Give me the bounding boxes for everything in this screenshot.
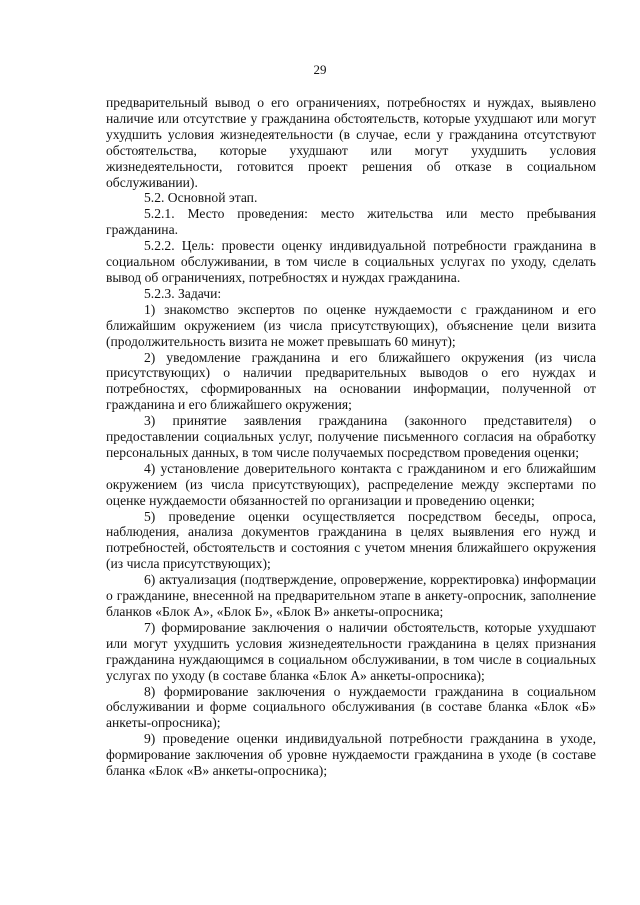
task-item-4: 4) установление доверительного контакта с гражданином и его ближайшим окружением (из числа присутствующих), распределение между экспертами по оценке нуждаемости обязанностей по организации и проведению оценки; xyxy=(106,460,596,508)
task-item-7: 7) формирование заключения о наличии обстоятельств, которые ухудшают или могут ухудшить условия жизнедеятельности гражданина в целях признания гражданина нуждающимся в социальном обслуживании, в том числе в социальных услугах по уходу (в составе бланка «Блок А» анкеты-опросника); xyxy=(106,619,596,683)
paragraph-tasks-heading: 5.2.3. Задачи: xyxy=(144,285,222,301)
page-number: 29 xyxy=(313,62,327,77)
task-item-1: 1) знакомство экспертов по оценке нуждаемости с гражданином и его ближайшим окружением (из числа присутствующих), объяснение цели визита (продолжительность визита не может превышать 60 минут); xyxy=(106,301,596,349)
task-item-6: 6) актуализация (подтверждение, опровержение, корректировка) информации о гражданине, внесенной на предварительном этапе в анкету-опросник, заполнение бланков «Блок А», «Блок Б», «Блок В» анкеты-опросника; xyxy=(106,572,596,619)
task-item-2: 2) уведомление гражданина и его ближайшего окружения (из числа присутствующих) о наличии предварительных выводов о его нуждах и потребностях, сформированных на основании информации, полученной от гражданина и его ближайшего окружения; xyxy=(106,349,596,413)
section-heading-main-stage: 5.2. Основной этап. xyxy=(144,190,258,206)
paragraph-goal: 5.2.2. Цель: провести оценку индивидуальной потребности гражданина в социальном обслуживании, в том числе в социальных услугах по уходу, сделать вывод об ограничениях, потребностях и нуждах гражданина. xyxy=(106,238,596,285)
paragraph-continuation: предварительный вывод о его ограничениях, потребностях и нуждах, выявлено наличие или отсутствие у гражданина обстоятельств, которые ухудшают или могут ухудшить условия жизнедеятельности (в случае, если у гражданина отсутствуют обстоятельства, которые ухудшают или могут ухудшить условия жизнедеятельности, готовится проект решения об отказе в социальном обслуживании). xyxy=(106,95,596,190)
task-item-8: 8) формирование заключения о нуждаемости гражданина в социальном обслуживании и форме социального обслуживания (в составе бланка «Блок «Б» анкеты-опросника); xyxy=(106,683,596,731)
document-body xyxy=(106,95,596,779)
paragraph-place: 5.2.1. Место проведения: место жительства или место пребывания гражданина. xyxy=(106,206,596,238)
task-item-9: 9) проведение оценки индивидуальной потребности гражданина в уходе, формирование заключения об уровне нуждаемости гражданина в уходе (в составе бланка «Блок «В» анкеты-опросника); xyxy=(106,731,596,779)
task-item-3: 3) принятие заявления гражданина (законного представителя) о предоставлении социальных услуг, получение письменного согласия на обработку персональных данных, в том числе получаемых посредством проведения оценки; xyxy=(106,413,596,460)
task-item-5: 5) проведение оценки осуществляется посредством беседы, опроса, наблюдения, анализа документов гражданина в целях выявления его нужд и потребностей, обстоятельств и состояния с учетом мнения ближайшего окружения (из числа присутствующих); xyxy=(106,508,596,572)
